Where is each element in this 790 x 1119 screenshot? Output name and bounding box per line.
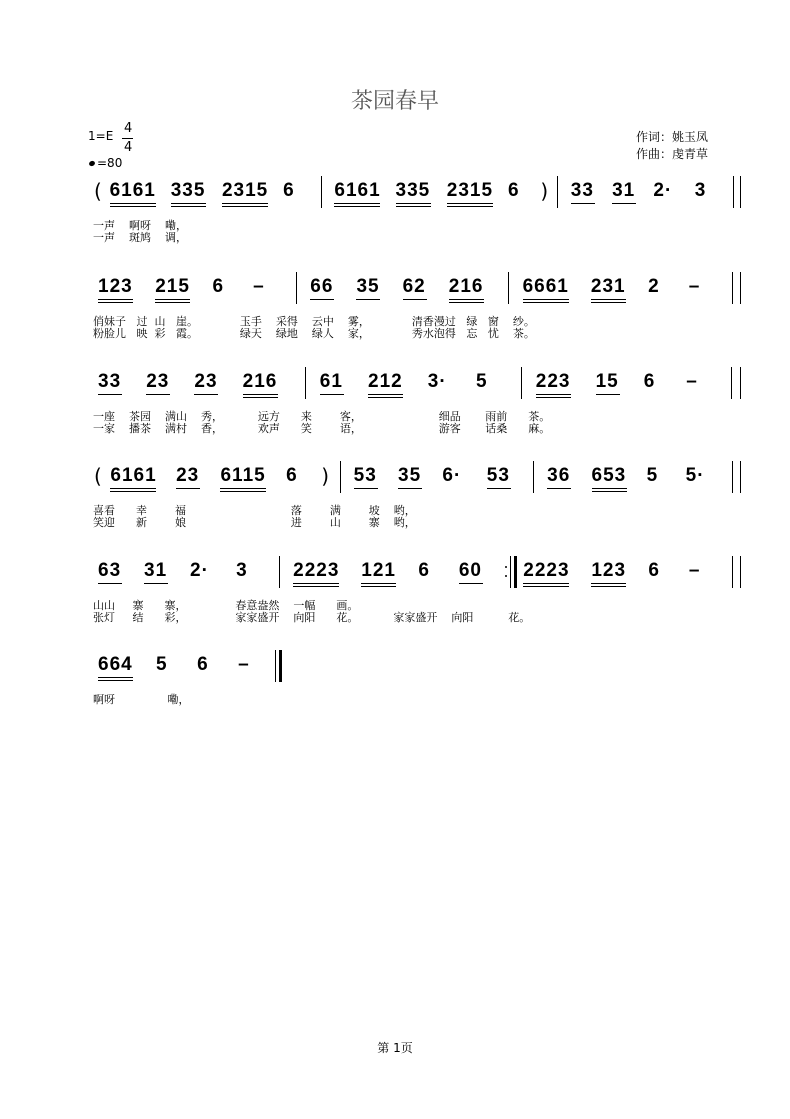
bar-line	[733, 176, 734, 208]
beam-line	[547, 488, 571, 489]
note-group: 6661	[522, 276, 569, 297]
note-group: 215	[155, 276, 190, 297]
note-group: 121	[361, 560, 396, 581]
note-group: 33	[570, 180, 594, 201]
beam-line	[110, 203, 156, 204]
lyric-line-1: 俏妹子 过 山 崖。 玉手 采得 云中 雾， 清香漫过 绿 窗 纱。	[93, 315, 535, 328]
lyric-line-1: 一声 啊呀 嘞，	[93, 219, 187, 232]
note-group: 6	[283, 180, 295, 201]
note-group: 6115	[220, 465, 266, 486]
beam-line	[591, 583, 626, 584]
note-group: 223	[535, 371, 571, 392]
beam-line	[591, 586, 626, 587]
note-group: 66	[310, 276, 334, 297]
beam-line	[459, 583, 483, 584]
beam-line	[171, 206, 206, 207]
note-group: 2223	[293, 560, 340, 581]
close-parenthesis: )	[540, 179, 549, 203]
note-group: 36	[547, 465, 571, 486]
beam-line	[361, 586, 396, 587]
note-group: 123	[591, 560, 627, 581]
song-title: 茶园春早	[350, 89, 439, 114]
open-parenthesis: (	[94, 464, 102, 488]
beam-line	[396, 206, 431, 207]
beam-line	[144, 583, 168, 584]
note-group: 53	[486, 465, 510, 486]
beam-line	[523, 299, 569, 300]
note-group: 23	[194, 371, 218, 392]
note-group: 15	[595, 371, 619, 392]
beam-line	[447, 203, 493, 204]
note-group: 6	[643, 371, 656, 392]
note-group: 6161	[109, 180, 156, 201]
beam-line	[449, 299, 484, 300]
beam-line	[110, 488, 156, 489]
beam-line	[591, 302, 626, 303]
note-group: 35	[398, 465, 422, 486]
beam-line	[98, 302, 133, 303]
beam-line	[536, 394, 571, 395]
bar-line	[521, 367, 522, 399]
beam-line	[612, 203, 636, 204]
note-group: 5	[476, 371, 488, 392]
beam-line	[98, 677, 133, 678]
beam-line	[310, 299, 334, 300]
note-group: –	[688, 276, 701, 297]
note-group: 5·	[685, 465, 705, 486]
beam-line	[293, 583, 339, 584]
note-group: 6	[286, 465, 298, 486]
bar-line	[533, 461, 534, 493]
bar-line	[340, 461, 341, 493]
beam-line	[523, 583, 569, 584]
note-group: 3	[236, 560, 248, 581]
bar-line	[732, 461, 733, 493]
bar-line	[557, 176, 558, 208]
note-group: 653	[591, 465, 627, 486]
beam-line	[591, 299, 626, 300]
beam-line	[98, 583, 122, 584]
note-group: 2315	[446, 180, 494, 201]
beam-line	[155, 299, 190, 300]
bar-line	[508, 272, 509, 304]
note-group: 2315	[221, 180, 269, 201]
note-group: 2	[648, 276, 660, 297]
note-group: 5	[155, 654, 168, 675]
beam-line	[171, 203, 206, 204]
note-group: 6	[648, 560, 660, 581]
beam-line	[98, 299, 133, 300]
note-group: 335	[170, 180, 206, 201]
beam-line	[176, 488, 200, 489]
beam-line	[293, 586, 339, 587]
lyric-line-1: 啊呀 嘞，	[93, 693, 190, 706]
row-end-bar	[740, 272, 741, 304]
final-bar-thick	[279, 650, 282, 682]
note-group: 23	[146, 371, 170, 392]
open-parenthesis: (	[94, 179, 102, 203]
note-group: 35	[356, 276, 380, 297]
note-group: 53	[353, 465, 377, 486]
beam-line	[110, 206, 156, 207]
note-group: 6161	[334, 180, 381, 201]
beam-line	[592, 488, 627, 489]
note-group: –	[686, 371, 698, 392]
lyric-line-2: 粉脸儿 映 彩 霞。 绿天 绿地 绿人 家， 秀水泡得 忘 忧 茶。	[93, 327, 535, 340]
note-group: 216	[448, 276, 484, 297]
beam-line	[536, 397, 571, 398]
beam-line	[596, 394, 620, 395]
bar-line	[731, 367, 732, 399]
beam-line	[220, 491, 266, 492]
time-signature-bottom: 4	[124, 140, 133, 155]
note-group: 5	[646, 465, 659, 486]
repeat-bar-thick	[514, 556, 517, 588]
beam-line	[220, 488, 266, 489]
note-group: 335	[395, 180, 431, 201]
note-group: 231	[590, 276, 626, 297]
note-group: 62	[402, 276, 426, 297]
beam-line	[110, 491, 156, 492]
beam-line	[523, 586, 569, 587]
beam-line	[368, 394, 403, 395]
beam-line	[449, 302, 484, 303]
beam-line	[243, 397, 278, 398]
note-group: 212	[368, 371, 403, 392]
beam-line	[98, 680, 133, 681]
beam-line	[354, 488, 378, 489]
lyric-line-2: 一声 斑鸠 调，	[93, 231, 187, 244]
beam-line	[523, 302, 569, 303]
lyricist-credit: 作词：姚玉凤	[636, 130, 709, 144]
lyric-line-2: 一家 播茶 满村 香， 欢声 笑 语， 游客 话桑 麻。	[93, 422, 551, 435]
note-group: –	[688, 560, 701, 581]
beam-line	[98, 394, 122, 395]
close-parenthesis: )	[321, 464, 330, 488]
note-group: –	[253, 276, 265, 297]
beam-line	[592, 491, 627, 492]
lyric-line-1: 喜看 幸 福 落 满 坡 哟，	[93, 504, 416, 517]
beam-line	[403, 299, 427, 300]
lyric-line-1: 一座 茶园 满山 秀， 远方 来 客， 细品 雨前 茶。	[93, 410, 551, 423]
beam-line	[334, 206, 380, 207]
note-group: 31	[612, 180, 636, 201]
note-group: 6161	[110, 465, 157, 486]
note-group: 2·	[190, 560, 209, 581]
beam-line	[398, 488, 422, 489]
note-group: 23	[176, 465, 200, 486]
note-group: 61	[319, 371, 343, 392]
final-bar-thin	[275, 650, 276, 682]
beam-line	[361, 583, 396, 584]
page-number: 第 1页	[377, 1041, 413, 1055]
composer-credit: 作曲：虔青草	[636, 147, 709, 161]
bar-line	[279, 556, 280, 588]
row-end-bar	[740, 367, 741, 399]
note-group: 33	[98, 371, 122, 392]
note-group: 2223	[523, 560, 570, 581]
note-group: –	[238, 654, 250, 675]
beam-line	[155, 302, 190, 303]
beam-line	[487, 488, 511, 489]
note-group: 6	[197, 654, 209, 675]
row-end-bar	[740, 176, 741, 208]
time-signature-top: 4	[124, 121, 133, 136]
note-group: 2·	[653, 180, 673, 201]
bar-line	[305, 367, 306, 399]
bar-line	[732, 272, 733, 304]
note-group: 6	[507, 180, 520, 201]
note-group: 6	[212, 276, 225, 297]
note-group: 123	[98, 276, 133, 297]
beam-line	[396, 203, 431, 204]
beam-line	[447, 206, 493, 207]
beam-line	[222, 206, 268, 207]
row-end-bar	[740, 461, 741, 493]
tempo-marking: =80	[97, 156, 123, 170]
repeat-dot	[505, 575, 507, 577]
beam-line	[194, 394, 218, 395]
beam-line	[320, 394, 344, 395]
note-group: 63	[98, 560, 122, 581]
note-group: 60	[458, 560, 482, 581]
beam-line	[243, 394, 278, 395]
repeat-bar-thin	[510, 556, 511, 588]
bar-line	[321, 176, 322, 208]
note-group: 31	[144, 560, 168, 581]
note-group: 664	[98, 654, 133, 675]
note-group: 3·	[427, 371, 447, 392]
note-group: 6·	[442, 465, 462, 486]
beam-line	[334, 203, 380, 204]
beam-line	[368, 397, 403, 398]
row-end-bar	[740, 556, 741, 588]
beam-line	[356, 299, 380, 300]
note-group: 216	[242, 371, 278, 392]
beam-line	[571, 203, 595, 204]
note-group: 6	[418, 560, 430, 581]
bar-line	[296, 272, 297, 304]
beam-line	[222, 203, 268, 204]
note-group: 3	[694, 180, 707, 201]
beam-line	[146, 394, 170, 395]
lyric-line-2: 张灯 结 彩， 家家盛开 向阳 花。 家家盛开 向阳 花。	[93, 611, 531, 624]
bar-line	[732, 556, 733, 588]
lyric-line-1: 山山 寨 寨， 春意盎然 一幅 画。	[93, 599, 359, 612]
repeat-dot	[505, 566, 507, 568]
key-signature: 1=E	[88, 129, 114, 143]
lyric-line-2: 笑迎 新 娘 进 山 寨 哟，	[93, 516, 416, 529]
